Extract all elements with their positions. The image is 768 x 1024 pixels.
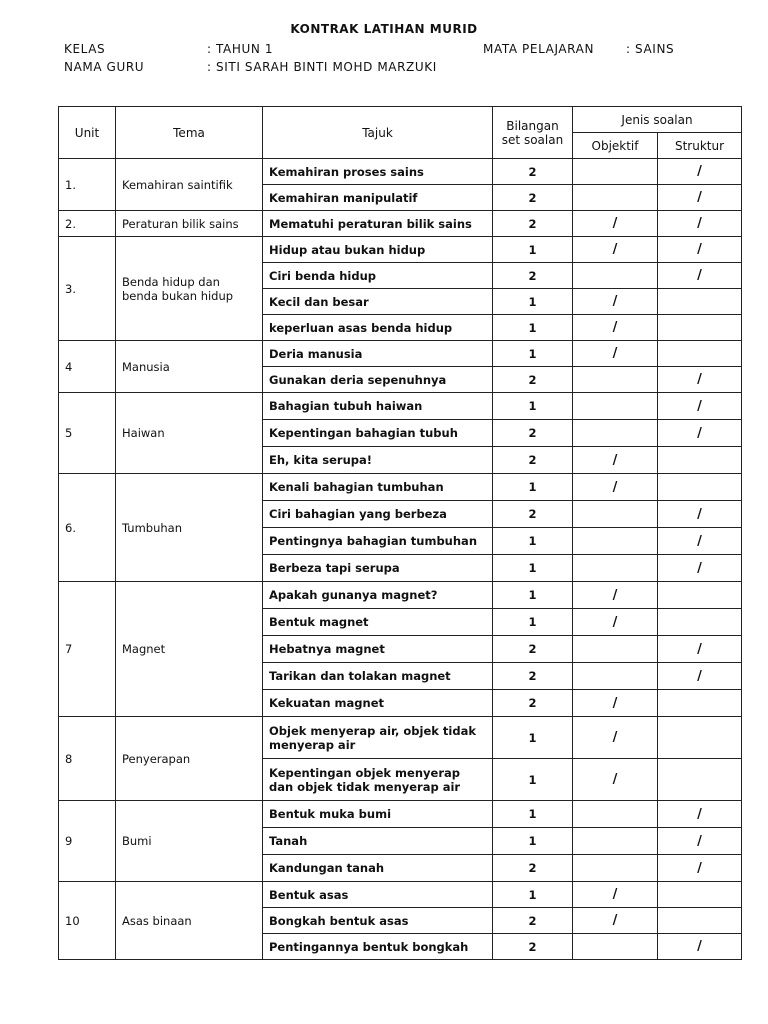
- bilangan-cell: 1: [493, 609, 573, 636]
- struktur-mark: [658, 447, 742, 474]
- objektif-mark: [573, 934, 658, 960]
- objektif-mark: /: [573, 609, 658, 636]
- struktur-mark: /: [658, 420, 742, 447]
- col-header-jenis: Jenis soalan: [573, 107, 742, 133]
- unit-cell: 9: [59, 801, 116, 882]
- bilangan-cell: 1: [493, 582, 573, 609]
- bilangan-cell: 1: [493, 315, 573, 341]
- unit-cell: 4: [59, 341, 116, 393]
- objektif-mark: [573, 636, 658, 663]
- bilangan-cell: 2: [493, 211, 573, 237]
- unit-cell: 7: [59, 582, 116, 717]
- struktur-mark: /: [658, 501, 742, 528]
- col-header-objektif: Objektif: [573, 133, 658, 159]
- tajuk-cell: Apakah gunanya magnet?: [263, 582, 493, 609]
- tajuk-cell: Tarikan dan tolakan magnet: [263, 663, 493, 690]
- col-header-tajuk: Tajuk: [263, 107, 493, 159]
- bilangan-cell: 2: [493, 159, 573, 185]
- unit-cell: 8: [59, 717, 116, 801]
- objektif-mark: /: [573, 690, 658, 717]
- objektif-mark: /: [573, 289, 658, 315]
- tema-cell: Penyerapan: [116, 717, 263, 801]
- objektif-mark: [573, 263, 658, 289]
- tajuk-cell: Tanah: [263, 828, 493, 855]
- objektif-mark: /: [573, 908, 658, 934]
- struktur-mark: [658, 609, 742, 636]
- kelas-value: : TAHUN 1: [207, 42, 274, 56]
- bilangan-cell: 1: [493, 289, 573, 315]
- objektif-mark: [573, 801, 658, 828]
- tajuk-cell: Bentuk asas: [263, 882, 493, 908]
- tema-cell: Kemahiran saintifik: [116, 159, 263, 211]
- bilangan-cell: 1: [493, 759, 573, 801]
- bilangan-cell: 1: [493, 237, 573, 263]
- unit-cell: 10: [59, 882, 116, 960]
- objektif-mark: /: [573, 474, 658, 501]
- bilangan-cell: 2: [493, 420, 573, 447]
- tajuk-cell: Kepentingan bahagian tubuh: [263, 420, 493, 447]
- bilangan-cell: 2: [493, 908, 573, 934]
- objektif-mark: [573, 828, 658, 855]
- contract-table: [58, 106, 742, 960]
- bilangan-cell: 2: [493, 367, 573, 393]
- tajuk-cell: Hebatnya magnet: [263, 636, 493, 663]
- col-header-unit: Unit: [59, 107, 116, 159]
- objektif-mark: /: [573, 237, 658, 263]
- bilangan-cell: 1: [493, 393, 573, 420]
- kelas-label: KELAS: [64, 42, 106, 56]
- struktur-mark: /: [658, 801, 742, 828]
- struktur-mark: [658, 582, 742, 609]
- struktur-mark: /: [658, 855, 742, 882]
- tema-cell: Asas binaan: [116, 882, 263, 960]
- tajuk-cell: Berbeza tapi serupa: [263, 555, 493, 582]
- tajuk-cell: Hidup atau bukan hidup: [263, 237, 493, 263]
- objektif-mark: [573, 501, 658, 528]
- tajuk-cell: Ciri benda hidup: [263, 263, 493, 289]
- objektif-mark: /: [573, 341, 658, 367]
- tajuk-cell: Bongkah bentuk asas: [263, 908, 493, 934]
- subject-label: MATA PELAJARAN: [483, 42, 595, 56]
- tajuk-cell: Kecil dan besar: [263, 289, 493, 315]
- struktur-mark: [658, 690, 742, 717]
- bilangan-cell: 2: [493, 934, 573, 960]
- objektif-mark: [573, 185, 658, 211]
- tajuk-cell: Pentingannya bentuk bongkah: [263, 934, 493, 960]
- table-body: [59, 159, 742, 960]
- objektif-mark: [573, 663, 658, 690]
- struktur-mark: /: [658, 211, 742, 237]
- table-row: [59, 341, 742, 367]
- tema-cell: Magnet: [116, 582, 263, 717]
- tajuk-cell: Kandungan tanah: [263, 855, 493, 882]
- struktur-mark: [658, 474, 742, 501]
- tajuk-cell: Deria manusia: [263, 341, 493, 367]
- bilangan-cell: 1: [493, 555, 573, 582]
- bilangan-cell: 1: [493, 801, 573, 828]
- struktur-mark: [658, 882, 742, 908]
- struktur-mark: /: [658, 636, 742, 663]
- table-row: [59, 582, 742, 609]
- objektif-mark: /: [573, 882, 658, 908]
- objektif-mark: /: [573, 759, 658, 801]
- bilangan-cell: 2: [493, 663, 573, 690]
- table-row: [59, 159, 742, 185]
- table-row: [59, 882, 742, 908]
- struktur-mark: /: [658, 555, 742, 582]
- tajuk-cell: Gunakan deria sepenuhnya: [263, 367, 493, 393]
- col-header-struktur: Struktur: [658, 133, 742, 159]
- unit-cell: 3.: [59, 237, 116, 341]
- table-row: [59, 801, 742, 828]
- unit-cell: 2.: [59, 211, 116, 237]
- objektif-mark: [573, 393, 658, 420]
- tema-cell: Benda hidup dan benda bukan hidup: [116, 237, 263, 341]
- bilangan-cell: 1: [493, 474, 573, 501]
- objektif-mark: [573, 528, 658, 555]
- struktur-mark: [658, 341, 742, 367]
- page-title: KONTRAK LATIHAN MURID: [290, 22, 478, 36]
- tajuk-cell: Bentuk muka bumi: [263, 801, 493, 828]
- bilangan-cell: 2: [493, 690, 573, 717]
- table-row: [59, 474, 742, 501]
- objektif-mark: [573, 367, 658, 393]
- bilangan-cell: 2: [493, 501, 573, 528]
- struktur-mark: /: [658, 934, 742, 960]
- tajuk-cell: Kekuatan magnet: [263, 690, 493, 717]
- bilangan-cell: 1: [493, 828, 573, 855]
- bilangan-cell: 2: [493, 447, 573, 474]
- struktur-mark: [658, 289, 742, 315]
- tajuk-cell: keperluan asas benda hidup: [263, 315, 493, 341]
- struktur-mark: /: [658, 185, 742, 211]
- teacher-label: NAMA GURU: [64, 60, 145, 74]
- bilangan-cell: 1: [493, 882, 573, 908]
- tajuk-cell: Bentuk magnet: [263, 609, 493, 636]
- tajuk-cell: Mematuhi peraturan bilik sains: [263, 211, 493, 237]
- struktur-mark: /: [658, 263, 742, 289]
- teacher-value: : SITI SARAH BINTI MOHD MARZUKI: [207, 60, 437, 74]
- table-row: [59, 393, 742, 420]
- objektif-mark: /: [573, 315, 658, 341]
- struktur-mark: /: [658, 828, 742, 855]
- struktur-mark: [658, 759, 742, 801]
- struktur-mark: [658, 315, 742, 341]
- struktur-mark: /: [658, 237, 742, 263]
- objektif-mark: [573, 420, 658, 447]
- struktur-mark: /: [658, 393, 742, 420]
- bilangan-cell: 2: [493, 636, 573, 663]
- objektif-mark: /: [573, 211, 658, 237]
- struktur-mark: [658, 717, 742, 759]
- bilangan-cell: 1: [493, 341, 573, 367]
- unit-cell: 6.: [59, 474, 116, 582]
- col-header-bilangan: Bilangan set soalan: [493, 107, 573, 159]
- subject-value: : SAINS: [626, 42, 675, 56]
- objektif-mark: /: [573, 447, 658, 474]
- objektif-mark: [573, 555, 658, 582]
- tajuk-cell: Kemahiran proses sains: [263, 159, 493, 185]
- tema-cell: Tumbuhan: [116, 474, 263, 582]
- objektif-mark: /: [573, 717, 658, 759]
- objektif-mark: [573, 159, 658, 185]
- bilangan-cell: 1: [493, 717, 573, 759]
- table-row: [59, 237, 742, 263]
- struktur-mark: /: [658, 528, 742, 555]
- tajuk-cell: Ciri bahagian yang berbeza: [263, 501, 493, 528]
- bilangan-cell: 2: [493, 185, 573, 211]
- tema-cell: Bumi: [116, 801, 263, 882]
- tema-cell: Haiwan: [116, 393, 263, 474]
- struktur-mark: /: [658, 663, 742, 690]
- tema-cell: Manusia: [116, 341, 263, 393]
- tajuk-cell: Pentingnya bahagian tumbuhan: [263, 528, 493, 555]
- tajuk-cell: Kenali bahagian tumbuhan: [263, 474, 493, 501]
- table-row: [59, 211, 742, 237]
- tajuk-cell: Objek menyerap air, objek tidak menyerap air: [263, 717, 493, 759]
- objektif-mark: /: [573, 582, 658, 609]
- bilangan-cell: 2: [493, 855, 573, 882]
- tajuk-cell: Kepentingan objek menyerap dan objek tidak menyerap air: [263, 759, 493, 801]
- tema-cell: Peraturan bilik sains: [116, 211, 263, 237]
- struktur-mark: [658, 908, 742, 934]
- unit-cell: 5: [59, 393, 116, 474]
- col-header-tema: Tema: [116, 107, 263, 159]
- bilangan-cell: 1: [493, 528, 573, 555]
- tajuk-cell: Eh, kita serupa!: [263, 447, 493, 474]
- struktur-mark: /: [658, 367, 742, 393]
- objektif-mark: [573, 855, 658, 882]
- unit-cell: 1.: [59, 159, 116, 211]
- struktur-mark: /: [658, 159, 742, 185]
- tajuk-cell: Bahagian tubuh haiwan: [263, 393, 493, 420]
- table-row: [59, 717, 742, 759]
- tajuk-cell: Kemahiran manipulatif: [263, 185, 493, 211]
- bilangan-cell: 2: [493, 263, 573, 289]
